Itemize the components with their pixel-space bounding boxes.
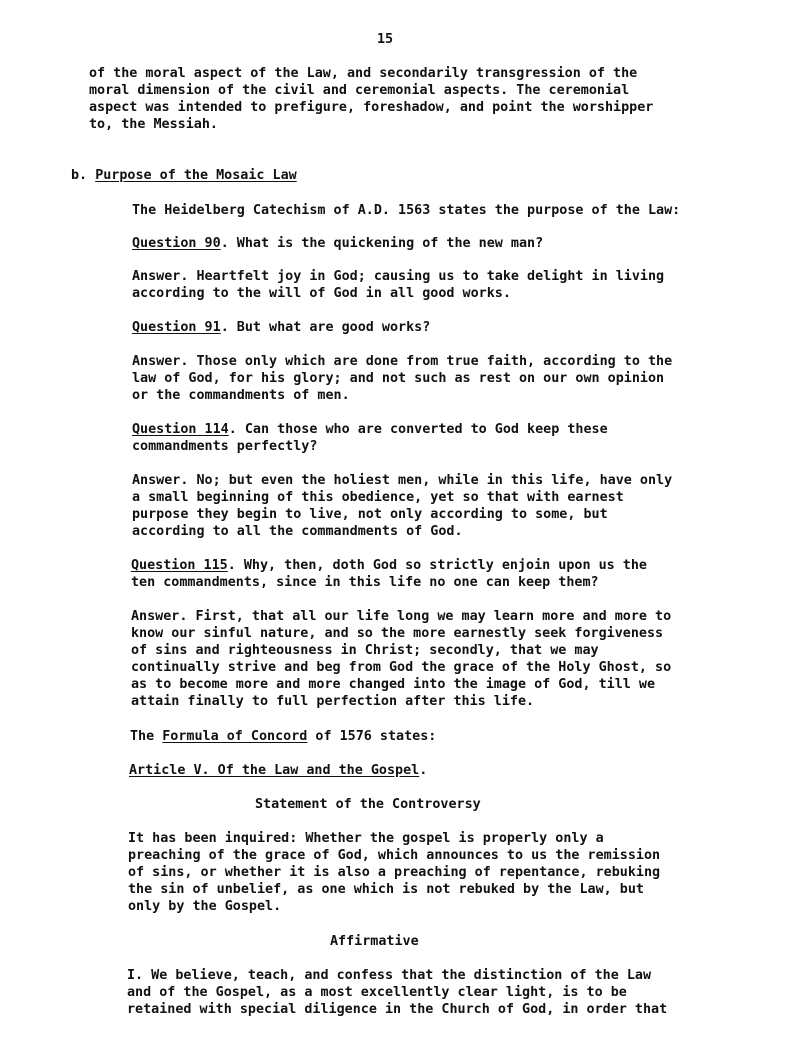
question-label: Question 114 bbox=[132, 422, 229, 437]
text-line: Answer. Those only which are done from true faith, according to the bbox=[132, 354, 673, 369]
text-line: continually strive and beg from God the grace of the Holy Ghost, so bbox=[131, 660, 672, 675]
question-text: . But what are good works? bbox=[220, 320, 431, 335]
question-90 bbox=[132, 235, 543, 252]
answer-91 bbox=[132, 353, 672, 404]
question-text: . What is the quickening of the new man? bbox=[220, 236, 544, 251]
section-marker: b. bbox=[71, 168, 96, 183]
controversy-paragraph bbox=[128, 830, 660, 915]
question-text: . Why, then, doth God so strictly enjoin upon us the bbox=[227, 558, 647, 573]
heidelberg-intro: The Heidelberg Catechism of A.D. 1563 states the purpose of the Law: bbox=[132, 203, 681, 218]
text-line: to, the Messiah. bbox=[89, 117, 218, 132]
answer-115 bbox=[131, 608, 671, 710]
text-line: It has been inquired: Whether the gospel is properly only a bbox=[128, 831, 604, 846]
answer-90 bbox=[132, 268, 664, 302]
text-line: or the commandments of men. bbox=[132, 388, 350, 403]
text-line: attain finally to full perfection after this life. bbox=[131, 694, 535, 709]
text-line: only by the Gospel. bbox=[128, 899, 282, 914]
section-title: Purpose of the Mosaic Law bbox=[95, 168, 297, 183]
question-label: Question 115 bbox=[131, 558, 228, 573]
text-line: retained with special diligence in the Church of God, in order that bbox=[127, 1002, 668, 1017]
text-line: as to become more and more changed into the image of God, till we bbox=[131, 677, 656, 692]
affirmative-heading: Affirmative bbox=[330, 934, 419, 949]
answer-114 bbox=[132, 472, 672, 540]
text-line: moral dimension of the civil and ceremonial aspects. The ceremonial bbox=[89, 83, 630, 98]
text-line: a small beginning of this obedience, yet so that with earnest bbox=[132, 490, 624, 505]
text-line: know our sinful nature, and so the more earnestly seek forgiveness bbox=[131, 626, 664, 641]
article-title: Article V. Of the Law and the Gospel bbox=[129, 763, 420, 778]
text-line: I. We believe, teach, and confess that the distinction of the Law bbox=[127, 968, 652, 983]
text-line: law of God, for his glory; and not such as rest on our own opinion bbox=[132, 371, 665, 386]
text-line: of sins and righteousness in Christ; secondly, that we may bbox=[131, 643, 599, 658]
text-line: the sin of unbelief, as one which is not rebuked by the Law, but bbox=[128, 882, 644, 897]
question-91 bbox=[132, 319, 430, 336]
text-line: Answer. Heartfelt joy in God; causing us to take delight in living bbox=[132, 269, 665, 284]
text-line: according to the will of God in all good works. bbox=[132, 286, 511, 301]
question-text-continued: ten commandments, since in this life no one can keep them? bbox=[131, 575, 599, 590]
affirmative-paragraph bbox=[127, 967, 667, 1018]
text-line: of sins, or whether it is also a preaching of repentance, rebuking bbox=[128, 865, 661, 880]
text-line: aspect was intended to prefigure, foreshadow, and point the worshipper bbox=[89, 100, 654, 115]
question-label: Question 91 bbox=[132, 320, 221, 335]
section-heading bbox=[71, 167, 297, 184]
question-115 bbox=[131, 557, 647, 591]
text-line: Answer. No; but even the holiest men, while in this life, have only bbox=[132, 473, 673, 488]
text-line: purpose they begin to live, not only according to some, but bbox=[132, 507, 608, 522]
question-text: . Can those who are converted to God keep these bbox=[228, 422, 608, 437]
article-heading: Article V. Of the Law and the Gospel. bbox=[129, 763, 428, 778]
text-line: according to all the commandments of God. bbox=[132, 524, 463, 539]
text-line: and of the Gospel, as a most excellently clear light, is to be bbox=[127, 985, 627, 1000]
controversy-heading: Statement of the Controversy bbox=[255, 797, 481, 812]
text-line: preaching of the grace of God, which announces to us the remission bbox=[128, 848, 661, 863]
question-label: Question 90 bbox=[132, 236, 221, 251]
page-number: 15 bbox=[377, 32, 394, 47]
formula-intro: The Formula of Concord of 1576 states: bbox=[130, 729, 437, 744]
formula-title: Formula of Concord bbox=[162, 729, 308, 744]
text-line: Answer. First, that all our life long we may learn more and more to bbox=[131, 609, 672, 624]
text-line: of the moral aspect of the Law, and secondarily transgression of the bbox=[89, 66, 638, 81]
question-text-continued: commandments perfectly? bbox=[132, 439, 318, 454]
question-114 bbox=[132, 421, 608, 455]
intro-paragraph bbox=[89, 65, 653, 133]
